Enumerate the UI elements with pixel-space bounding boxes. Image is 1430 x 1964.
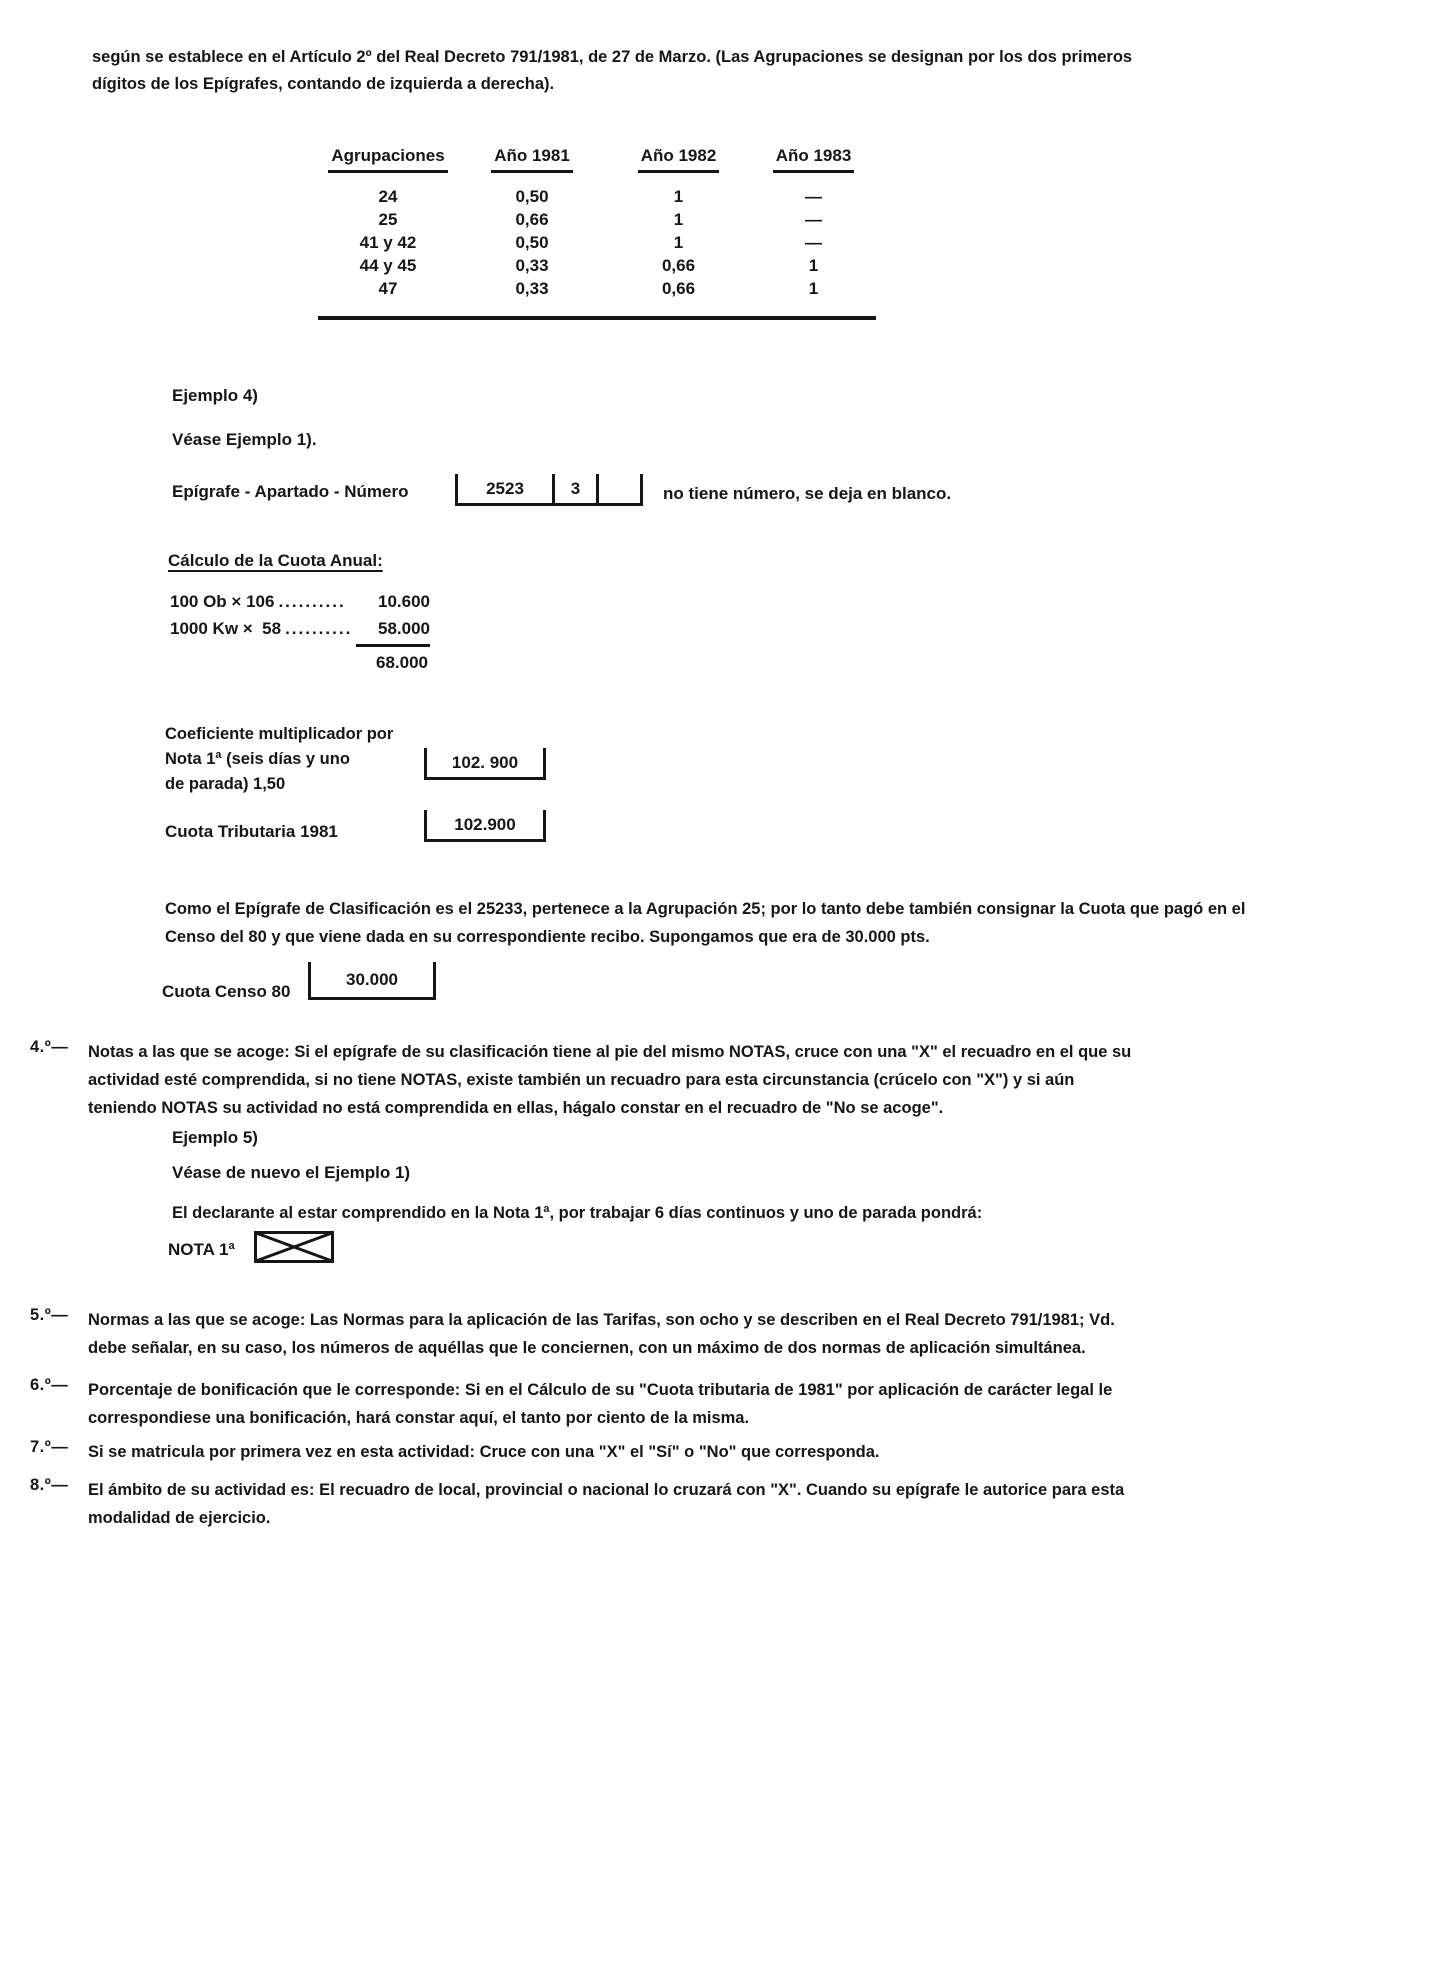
table-header-ano-1983: Año 1983 [773,146,855,173]
table-cell: 41 y 42 [359,233,417,252]
table-cell: — [805,210,822,229]
item-number: 5.º— [30,1306,69,1324]
coefficient-line: de parada) 1,50 [165,775,286,793]
epigrafe-field-box [455,474,643,506]
nota-1-label: NOTA 1ª [168,1240,235,1259]
table-body [318,185,876,300]
intro-paragraph: según se establece en el Artículo 2º del Real Decreto 791/1981, de 27 de Marzo. (Las Agrupaciones se designan por los dos primeros dígitos de los Epígrafes, contando de izquierda a derecha). [92,48,1133,93]
calc-line-label: 100 Ob × 106 [170,592,275,611]
coefficient-line: Coeficiente multiplicador por [165,725,394,743]
calc-line-dots: .......... [285,619,353,638]
table-cell: 1 [808,279,819,298]
epigrafe-apartado-cell: 3 [552,474,596,503]
example5-reference: Véase de nuevo el Ejemplo 1) [172,1163,411,1182]
calc-line [170,615,430,647]
calc-title: Cálculo de la Cuota Anual: [168,551,383,570]
table-cell: 44 y 45 [359,256,417,275]
cuota-censo-box: 30.000 [308,962,436,1000]
epigrafe-code-cell: 2523 [486,478,524,498]
calc-total: 68.000 [376,653,428,672]
calc-line [170,588,430,615]
instruction-item-6 [30,1376,1136,1432]
table-header-row [318,146,876,173]
instruction-item-4 [30,1038,1136,1122]
instruction-item-5 [30,1306,1136,1362]
table-header-agrupaciones: Agrupaciones [328,146,447,173]
censo-paragraph: Como el Epígrafe de Clasificación es el 25233, pertenece a la Agrupación 25; por lo tanto debe también consignar la Cuota que pagó en el Censo del 80 y que viene dada en su correspondiente recibo. Supongamos que era de 30.000 pts. [165,900,1246,946]
example5-title: Ejemplo 5) [172,1128,258,1147]
table-cell: 1 [673,233,684,252]
calc-line-value: 10.600 [378,592,430,611]
cuota-tributaria-label: Cuota Tributaria 1981 [165,822,338,841]
table-cell: 0,66 [515,210,549,229]
table-cell: 0,66 [661,256,696,275]
table-cell: 1 [673,210,684,229]
example5-body: El declarante al estar comprendido en la Nota 1ª, por trabajar 6 días continuos y uno de parada pondrá: [172,1204,983,1222]
instruction-item-8 [30,1476,1136,1532]
calc-line-value: 58.000 [356,615,430,647]
example4-reference: Véase Ejemplo 1). [172,430,317,449]
table-cell: 47 [378,279,398,298]
item-number: 8.º— [30,1476,69,1494]
example4-title: Ejemplo 4) [172,386,258,405]
item-number: 4.º— [30,1038,69,1056]
coefficient-text [165,722,465,797]
table-cell: 1 [673,187,684,206]
item-number: 7.º— [30,1438,69,1456]
cuota-censo-label: Cuota Censo 80 [162,982,291,1001]
coefficient-result-box: 102. 900 [424,748,546,780]
item-text: Porcentaje de bonificación que le corresponde: Si en el Cálculo de su "Cuota tributaria de 1981" por aplicación de carácter legal le correspondiese una bonificación, hará constar aquí, el tanto por ciento de la misma. [88,1381,1113,1427]
table-cell: 0,33 [515,279,549,298]
instruction-item-7 [30,1438,1136,1466]
item-text: El ámbito de su actividad es: El recuadro de local, provincial o nacional lo cruzará con "X". Cuando su epígrafe le autorice para esta modalidad de ejercicio. [88,1481,1125,1527]
item-text: Normas a las que se acoge: Las Normas para la aplicación de las Tarifas, son ocho y se describen en el Real Decreto 791/1981; Vd. debe señalar, en su caso, los números de aquéllas que le conciernen, con un máximo de dos normas de aplicación simultánea. [88,1311,1115,1357]
item-number: 6.º— [30,1376,69,1394]
item-text: Si se matricula por primera vez en esta actividad: Cruce con una "X" el "Sí" o "No" que corresponda. [88,1443,880,1461]
calc-block [170,588,430,679]
table-cell: 24 [378,187,398,206]
table-cell: 0,66 [661,279,696,298]
nota-crossed-checkbox [254,1231,334,1268]
table-cell: — [805,233,822,252]
epigrafe-label: Epígrafe - Apartado - Número [172,482,409,501]
table-cell: 1 [808,256,819,275]
crossed-box-icon [254,1231,334,1263]
epigrafe-note: no tiene número, se deja en blanco. [663,484,952,503]
table-cell: — [805,187,822,206]
table-cell: 0,50 [515,233,549,252]
calc-line-label: 1000 Kw × 58 [170,619,282,638]
calc-line-dots: .......... [278,592,346,611]
table-cell: 0,33 [515,256,549,275]
coefficient-line: Nota 1ª (seis días y uno [165,750,350,768]
cuota-tributaria-box: 102.900 [424,810,546,842]
item-text: Notas a las que se acoge: Si el epígrafe de su clasificación tiene al pie del mismo NOTAS, cruce con una "X" el recuadro en el que su actividad esté comprendida, si no tiene NOTAS, existe también un recuadro para esta circunstancia (crúcelo con "X") y si aún teniendo NOTAS su actividad no está comprendida en ellas, hágalo constar en el recuadro de "No se acoge". [88,1043,1132,1117]
table-header-ano-1982: Año 1982 [638,146,720,173]
table-cell: 0,50 [515,187,549,206]
table-cell: 25 [378,210,398,229]
coefficient-table [318,146,876,320]
table-header-ano-1981: Año 1981 [491,146,573,173]
epigrafe-numero-cell [596,474,640,503]
